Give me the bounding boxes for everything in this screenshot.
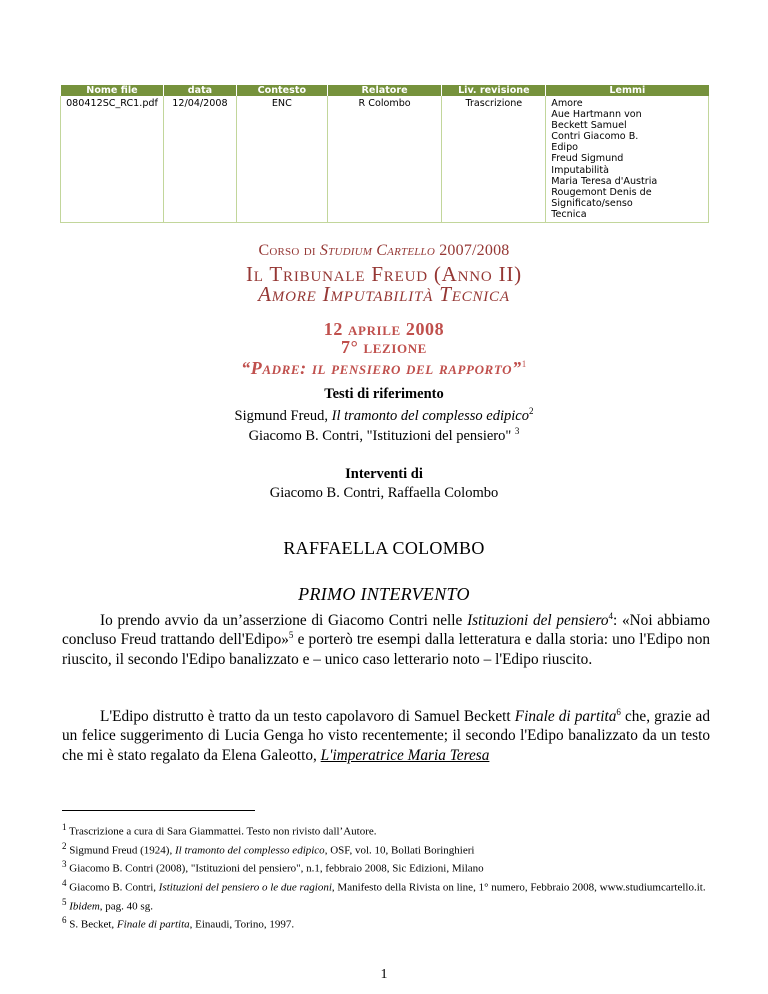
page-number: 1: [380, 967, 388, 982]
reference-contri: Giacomo B. Contri, "Istituzioni del pensiero" $^3$: [248, 426, 520, 444]
footnote-ref[interactable]: 2: [528, 406, 534, 416]
metadata-table: [60, 85, 709, 223]
footnote-4: $^4$ Giacomo B. Contri, Istituzioni del pensiero o le due ragioni, Manifesto della Rivista on line, 1° numero, Febbraio 2008, www.studiumcartello.it.: [62, 877, 706, 894]
lemma: Edipo: [551, 142, 579, 154]
footnote-ref[interactable]: 6: [616, 706, 621, 717]
footnotes: [62, 820, 710, 932]
footnote-3: $^3$ Giacomo B. Contri (2008), "Istituzioni del pensiero", n.1, febbraio 2008, Sic Edizioni, Milano: [62, 859, 484, 875]
lemma: Rougemont Denis de: [551, 186, 652, 198]
header-contesto: Contesto: [236, 85, 327, 96]
lemma: Contri Giacomo B.: [551, 131, 639, 143]
lemma: Tecnica: [551, 208, 587, 220]
lesson-date: 12 aprile 2008: [323, 319, 445, 339]
footnote-6: $^6$ S. Becket, Finale di partita, Einaudi, Torino, 1997.: [62, 915, 295, 931]
cell-revisione: Trascrizione: [442, 96, 546, 223]
lesson-number: 7° lezione: [341, 337, 427, 357]
lemma: Maria Teresa d'Austria: [551, 175, 658, 187]
header-lemmi: Lemmi: [546, 85, 709, 96]
lesson-title: “Padre: il pensiero del rapporto”$^1$: [241, 358, 527, 378]
footnote-5: $^5$ Ibidem, pag. 40 sg.: [62, 896, 153, 913]
cell-relatore: R Colombo: [327, 96, 442, 223]
lemma: Beckett Samuel: [551, 120, 627, 132]
section-title: PRIMO INTERVENTO: [298, 584, 470, 604]
header-nome-file: Nome file: [61, 85, 164, 96]
metadata-header-row: [61, 85, 709, 96]
paragraph-1: Io prendo avvio da un’asserzione di Giacomo Contri nelle Istituzioni del pensiero$^4$: «Noi abbiamo concluso Freud trattando dell'Edipo»$^5$ e porterò tre esempi dalla letteratura e dalla storia: uno l'Edipo non riuscito, il secondo l'Edipo banalizzato e – unico caso letterario noto – l'Edipo riuscito.: [62, 610, 710, 668]
paragraph-2: L'Edipo distrutto è tratto da un testo capolavoro di Samuel Beckett Finale di partita$^6$ che, grazie ad un felice suggerimento di Lucia Genga ho visto recentemente; il secondo l'Edipo banalizzato da un testo che mi è stato regalato da Elena Galeotto, L'imperatrice Maria Teresa: [62, 706, 710, 764]
footnote-ref[interactable]: 4: [608, 610, 614, 621]
cell-lemmi: [546, 96, 709, 223]
footnote-2: $^2$ Sigmund Freud (1924), Il tramonto del complesso edipico, OSF, vol. 10, Bollati Boringhieri: [62, 840, 475, 857]
metadata-row: [61, 96, 709, 223]
footnote-ref[interactable]: 5: [288, 630, 294, 641]
references-heading: Testi di riferimento: [324, 386, 444, 402]
course-title: Corso di Studium Cartello 2007/2008: [258, 242, 510, 259]
header-data: data: [163, 85, 236, 96]
speaker-name: RAFFAELLA COLOMBO: [283, 538, 485, 558]
lemma: Imputabilità: [551, 164, 609, 176]
lemma: Freud Sigmund: [551, 153, 624, 165]
series-subtitle: Amore Imputabilità Tecnica: [258, 282, 510, 306]
footnote-ref[interactable]: 1: [521, 359, 527, 369]
cell-date: 12/04/2008: [163, 96, 236, 223]
speakers-heading: Interventi di: [345, 466, 423, 482]
speakers-list: Giacomo B. Contri, Raffaella Colombo: [269, 485, 499, 501]
header-revisione: Liv. revisione: [442, 85, 546, 96]
lemma: Aue Hartmann von: [551, 109, 642, 121]
cell-contesto: ENC: [236, 96, 327, 223]
footnote-ref[interactable]: 3: [514, 426, 520, 436]
footnote-separator: [62, 810, 255, 811]
header-relatore: Relatore: [327, 85, 442, 96]
cell-file: 080412SC_RC1.pdf: [61, 96, 164, 223]
series-title: Il Tribunale Freud (Anno II): [246, 262, 522, 286]
reference-freud: Sigmund Freud, Il tramonto del complesso edipico$^2$: [234, 406, 534, 424]
lemma: Significato/senso: [551, 197, 633, 209]
lemma: Amore: [551, 98, 583, 109]
footnote-1: $^1$ Trascrizione a cura di Sara Giammattei. Testo non rivisto dall’Autore.: [62, 822, 377, 838]
